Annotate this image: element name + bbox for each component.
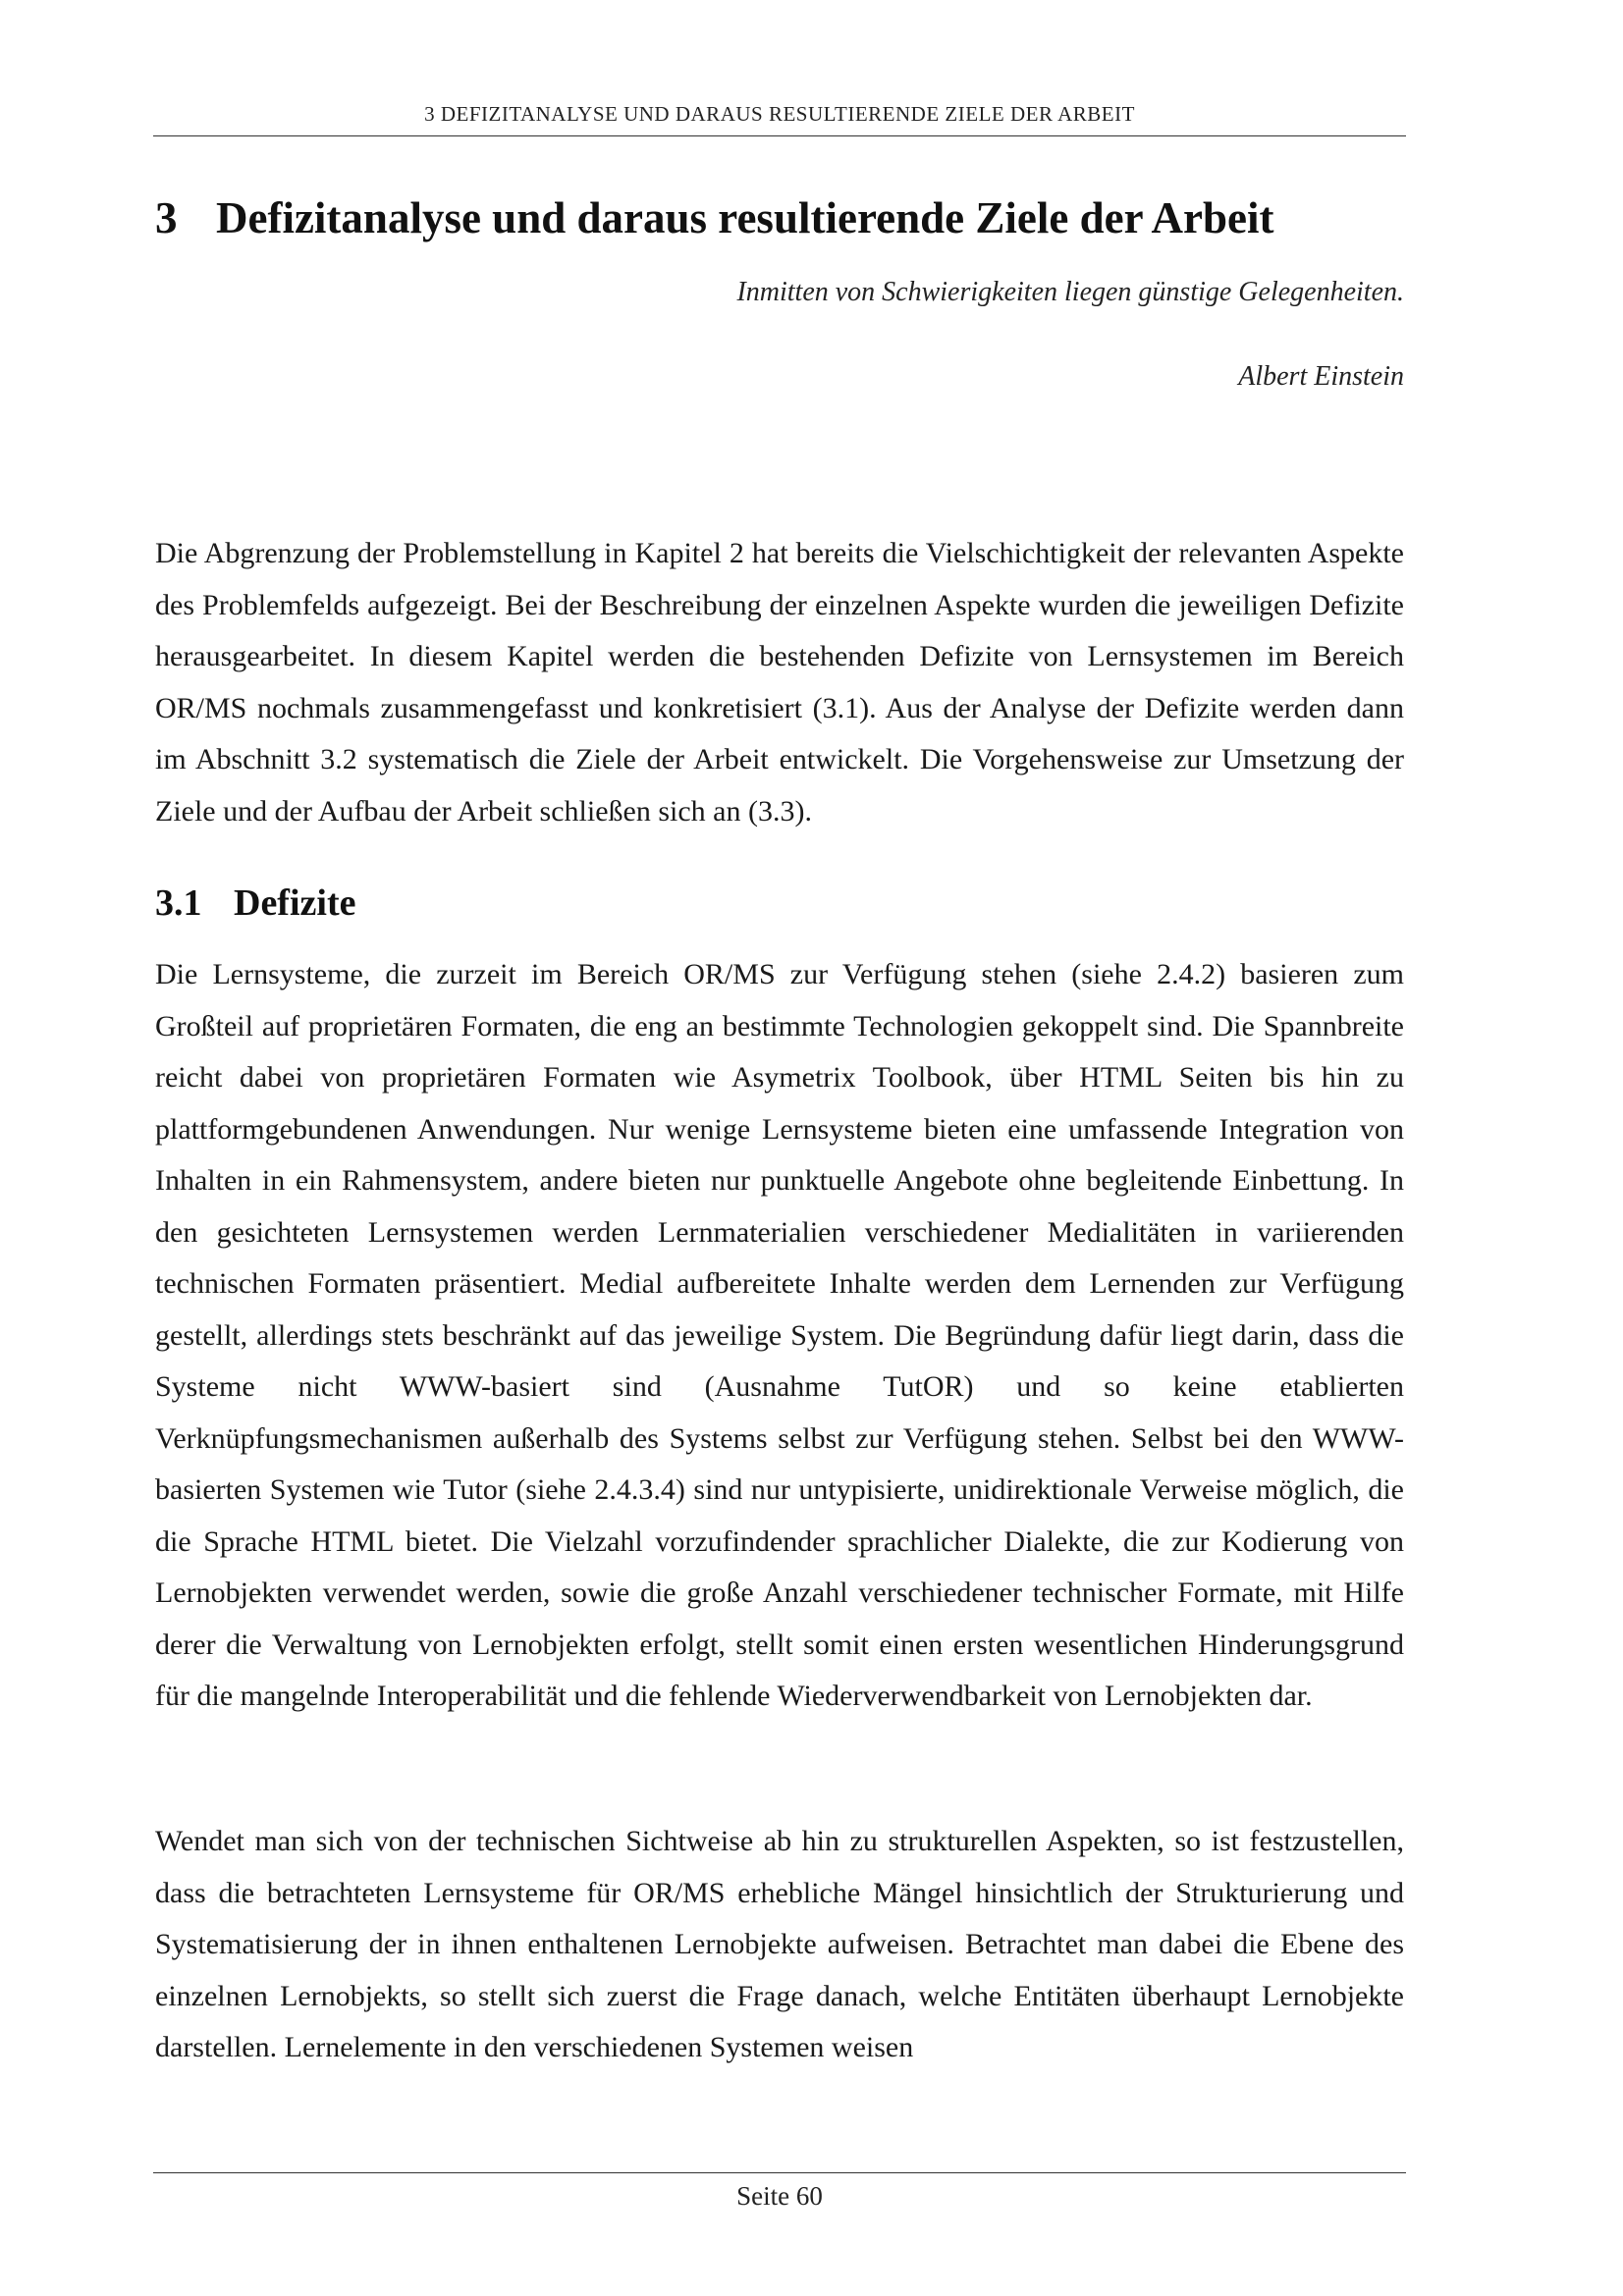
epigraph-author: Albert Einstein <box>1238 361 1404 392</box>
section-heading <box>155 881 355 925</box>
intro-paragraph: Die Abgrenzung der Problemstellung in Kapitel 2 hat bereits die Vielschichtigkeit der relevanten Aspekte des Problemfelds aufgezeigt. Bei der Beschreibung der einzelnen Aspekte wurden die jeweiligen Defizite herausgearbeitet. In diesem Kapitel werden die bestehenden Defizite von Lernsystemen im Bereich OR/MS nochmals zusammengefasst und konkretisiert (3.1). Aus der Analyse der Defizite werden dann im Abschnitt 3.2 systematisch die Ziele der Arbeit entwickelt. Die Vorgehensweise zur Umsetzung der Ziele und der Aufbau der Arbeit schließen sich an (3.3). <box>155 537 1404 828</box>
header-rule <box>153 135 1406 136</box>
running-header: 3 DEFIZITANALYSE UND DARAUS RESULTIERENDE ZIELE DER ARBEIT <box>424 102 1135 126</box>
chapter-number: 3 <box>155 193 178 242</box>
section-title: Defizite <box>234 882 356 924</box>
page-number: Seite 60 <box>736 2181 823 2211</box>
chapter-heading <box>155 192 1408 243</box>
epigraph-quote: Inmitten von Schwierigkeiten liegen günstige Gelegenheiten. <box>736 277 1404 307</box>
body-paragraph: Wendet man sich von der technischen Sichtweise ab hin zu strukturellen Aspekten, so ist festzustellen, dass die betrachteten Lernsysteme für OR/MS erhebliche Mängel hinsichtlich der Strukturierung und Systematisierung der in ihnen enthaltenen Lernobjekte aufweisen. Betrachtet man dabei die Ebene des einzelnen Lernobjekts, so stellt sich zuerst die Frage danach, welche Entitäten überhaupt Lernobjekte darstellen. Lernelemente in den verschiedenen Systemen weisen <box>155 1825 1404 2063</box>
footer-rule <box>153 2172 1406 2173</box>
section-number: 3.1 <box>155 882 202 924</box>
chapter-title: Defizitanalyse und daraus resultierende Ziele der Arbeit <box>216 193 1274 242</box>
body-paragraph: Die Lernsysteme, die zurzeit im Bereich OR/MS zur Verfügung stehen (siehe 2.4.2) basieren zum Großteil auf proprietären Formaten, die eng an bestimmte Technologien gekoppelt sind. Die Spannbreite reicht dabei von proprietären Formaten wie Asymetrix Toolbook, über HTML Seiten bis hin zu plattformgebundenen Anwendungen. Nur wenige Lernsysteme bieten eine umfassende Integration von Inhalten in ein Rahmensystem, andere bieten nur punktuelle Angebote ohne begleitende Einbettung. In den gesichteten Lernsystemen werden Lernmaterialien verschiedener Medialitäten in variierenden technischen Formaten präsentiert. Medial aufbereitete Inhalte werden dem Lernenden zur Verfügung gestellt, allerdings stets beschränkt auf das jeweilige System. Die Begründung dafür liegt darin, dass die Systeme nicht WWW-basiert sind (Ausnahme TutOR) und so keine etablierten Verknüpfungsmechanismen außerhalb des Systems selbst zur Verfügung stehen. Selbst bei den WWW-basierten Systemen wie Tutor (siehe 2.4.3.4) sind nur untypisierte, unidirektionale Verweise möglich, die die Sprache HTML bietet. Die Vielzahl vorzufindender sprachlicher Dialekte, die zur Kodierung von Lernobjekten verwendet werden, sowie die große Anzahl verschiedener technischer Formate, mit Hilfe derer die Verwaltung von Lernobjekten erfolgt, stellt somit einen ersten wesentlichen Hinderungsgrund für die mangelnde Interoperabilität und die fehlende Wiederverwendbarkeit von Lernobjekten dar. <box>155 958 1404 1712</box>
